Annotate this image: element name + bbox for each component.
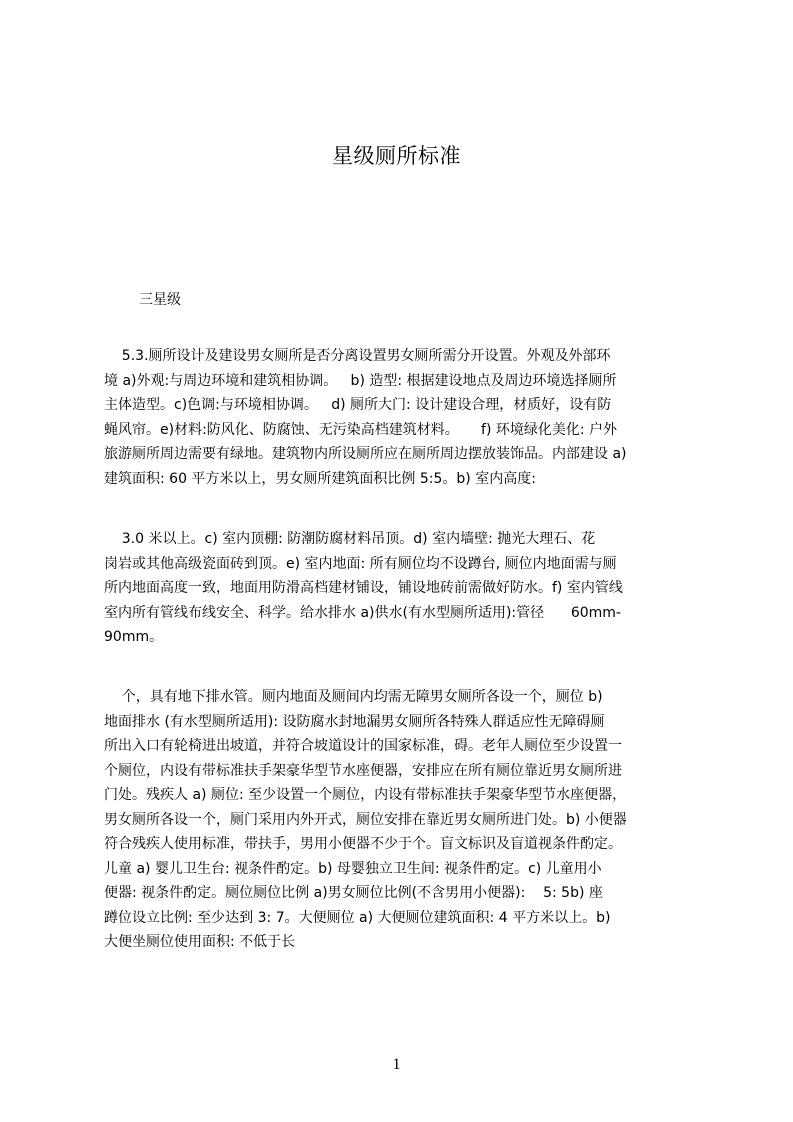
paragraph-line: 室内所有管线布线安全、科学。给水排水 a)供水(有水型厕所适用):管径 60mm- bbox=[104, 604, 621, 621]
paragraph-line: 儿童 a) 婴儿卫生台: 视条件酌定。b) 母婴独立卫生间: 视条件酌定。c) 儿童用小 bbox=[104, 860, 602, 877]
paragraph-line: 符合残疾人使用标准，带扶手，男用小便器不少于个。盲文标识及盲道视条件酌定。 bbox=[104, 836, 622, 852]
paragraph-line: 地面排水 (有水型厕所适用): 设防腐水封地漏男女厕所各特殊人群适应性无障碍厕 bbox=[104, 713, 605, 730]
paragraph-line: 境 a)外观:与周边环境和建筑相协调。 b) 造型: 根据建设地点及周边环境选择厕所 bbox=[104, 372, 617, 389]
paragraph-line: 所出入口有轮椅进出坡道，并符合坡道设计的国家标准，碍。老年人厕位至少设置一 bbox=[104, 738, 622, 754]
paragraph-line: 5.3.厕所设计及建设男女厕所是否分离设置男女厕所需分开设置。外观及外部环 bbox=[104, 348, 611, 364]
paragraph-line: 3.0 米以上。c) 室内顶棚: 防潮防腐材料吊顶。d) 室内墙壁: 抛光大理石、花 bbox=[104, 531, 596, 547]
paragraph-line: 90mm。 bbox=[104, 629, 164, 645]
document-title: 星级厕所标准 bbox=[332, 144, 461, 168]
paragraph-building-design bbox=[104, 344, 696, 491]
paragraph-line: 男女厕所各设一个，厕门采用内外开式，厕位安排在靠近男女厕所进门处。b) 小便器 bbox=[104, 811, 627, 828]
paragraph-line: 门处。残疾人 a) 厕位: 至少设置一个厕位，内设有带标准扶手架豪华型节水座便器， bbox=[104, 787, 627, 803]
paragraph-line: 主体造型。c)色调:与环境相协调。 d) 厕所大门: 设计建设合理，材质好，设有防 bbox=[104, 397, 612, 413]
paragraph-line: 个厕位，内设有带标准扶手架豪华型节水座便器，安排应在所有厕位靠近男女厕所进 bbox=[104, 762, 622, 779]
paragraph-line: 蹲位设立比例: 至少达到 3: 7。大便厕位 a) 大便厕位建筑面积: 4 平方米以上。b) bbox=[104, 909, 611, 926]
page-number: 1 bbox=[392, 1056, 401, 1073]
paragraph-line: 大便坐厕位使用面积: 不低于长 bbox=[104, 934, 296, 950]
paragraph-line: 岗岩或其他高级瓷面砖到顶。e) 室内地面: 所有厕位均不设蹲台, 厕位内地面需与厕 bbox=[104, 555, 617, 572]
paragraph-line: 旅游厕所周边需要有绿地。建筑物内所设厕所应在厕所周边摆放装饰品。内部建设 a) bbox=[104, 446, 627, 462]
section-heading: 三星级 bbox=[139, 292, 181, 308]
paragraph-accessibility bbox=[104, 685, 696, 955]
paragraph-line: 个，具有地下排水管。厕内地面及厕间内均需无障男女厕所各设一个，厕位 b) bbox=[104, 689, 603, 705]
paragraph-line: 便器: 视条件酌定。厕位厕位比例 a)男女厕位比例(不含男用小便器): 5: 5b) 座 bbox=[104, 885, 603, 901]
paragraph-line: 所内地面高度一致，地面用防滑高档建材铺设，铺设地砖前需做好防水。f) 室内管线 bbox=[104, 580, 623, 596]
paragraph-line: 蝇风帘。e)材料:防风化、防腐蚀、无污染高档建筑材料。 f) 环境绿化美化: 户外 bbox=[104, 421, 618, 438]
paragraph-interior bbox=[104, 527, 696, 650]
paragraph-line: 建筑面积: 60 平方米以上，男女厕所建筑面积比例 5:5。b) 室内高度: bbox=[104, 470, 536, 487]
